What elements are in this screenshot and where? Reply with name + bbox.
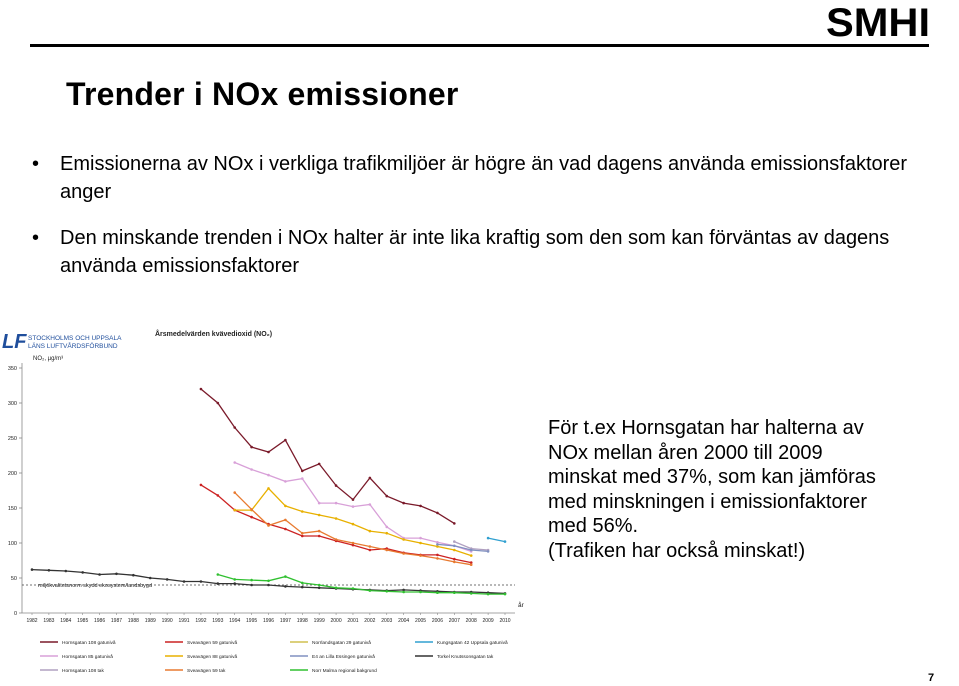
y-tick-label: 50 [10, 576, 17, 582]
bullet-item [32, 224, 932, 280]
data-point [217, 494, 220, 497]
chart-series [31, 388, 507, 596]
data-point [335, 517, 338, 520]
data-point [453, 561, 456, 564]
legend-label: Hornsgatan 108 tak [62, 669, 104, 674]
x-tick-label: 1994 [229, 618, 241, 624]
data-point [284, 519, 287, 522]
x-tick-label: 2003 [381, 618, 393, 624]
data-point [233, 491, 236, 494]
data-point [369, 503, 372, 506]
threshold-label: miljökvalitetsnorm skydd ekosystem/landsbygd [38, 583, 153, 589]
y-tick-label: 0 [13, 611, 17, 617]
data-point [183, 580, 186, 583]
data-point [301, 532, 304, 535]
data-point [369, 549, 372, 552]
data-point [98, 573, 101, 576]
data-point [250, 508, 253, 511]
x-tick-label: 2000 [330, 618, 342, 624]
series-line [488, 538, 505, 542]
data-point [470, 563, 473, 566]
data-point [132, 574, 135, 577]
data-point [318, 463, 321, 466]
data-point [284, 575, 287, 578]
data-point [284, 439, 287, 442]
x-tick-label: 1987 [110, 618, 123, 624]
data-point [301, 535, 304, 538]
header-rule [30, 44, 929, 47]
x-tick-label: 1991 [178, 618, 190, 624]
data-point [233, 461, 236, 464]
legend-label: Norrlandsgatan 29 gatunivå [312, 641, 371, 646]
data-point [487, 593, 490, 596]
data-point [335, 484, 338, 487]
data-point [250, 584, 253, 587]
note-line: För t.ex Hornsgatan har halterna av [548, 417, 864, 439]
note-line: minskat med 37%, som kan jämföras [548, 466, 876, 488]
y-tick-label: 300 [7, 401, 17, 407]
data-point [487, 550, 490, 553]
data-point [166, 578, 169, 581]
data-point [318, 584, 321, 587]
x-tick-label: 1998 [296, 618, 308, 624]
legend-label: Kungsgatan 42 Uppsala gatunivå [437, 641, 508, 646]
data-point [233, 582, 236, 585]
lvf-logo-mark: LF [2, 331, 27, 353]
org-name-line2: LÄNS LUFTVÅRDSFÖRBUND [28, 343, 118, 350]
data-point [267, 451, 270, 454]
data-point [402, 502, 405, 505]
x-tick-label: 1988 [127, 618, 139, 624]
bullet-text: Emissionerna av NOx i verkliga trafikmiljöer är högre än vad dagens använda emissionsfaktorer anger [60, 153, 908, 203]
data-point [250, 579, 253, 582]
x-tick-label: 1995 [246, 618, 258, 624]
legend-label: E4 an Lilla Essingen gatunivå [312, 655, 375, 660]
x-tick-label: 2001 [347, 618, 359, 624]
data-point [385, 590, 388, 593]
data-point [267, 524, 270, 527]
data-point [284, 585, 287, 588]
x-tick-label: 1996 [262, 618, 275, 624]
data-point [318, 587, 321, 590]
data-point [301, 470, 304, 473]
data-point [250, 516, 253, 519]
data-point [419, 542, 422, 545]
x-tick-label: 2006 [431, 618, 443, 624]
data-point [267, 487, 270, 490]
y-tick-label: 100 [7, 541, 17, 547]
bullet-list [32, 150, 932, 298]
data-point [200, 388, 203, 391]
legend-label: Sveavägen 88 gatunivå [187, 655, 238, 660]
data-point [385, 495, 388, 498]
data-point [369, 477, 372, 480]
data-point [504, 540, 507, 543]
y-tick-label: 350 [7, 366, 17, 372]
y-tick-label: 200 [7, 471, 17, 477]
data-point [217, 402, 220, 405]
data-point [200, 580, 203, 583]
data-point [233, 509, 236, 512]
data-point [419, 591, 422, 594]
x-tick-label: 2005 [414, 618, 427, 624]
data-point [217, 582, 220, 585]
data-point [504, 593, 507, 596]
legend-label: Sveavägen 59 tak [187, 669, 226, 674]
org-name-line1: STOCKHOLMS OCH UPPSALA [28, 335, 122, 342]
x-tick-label: 1989 [144, 618, 156, 624]
data-point [402, 538, 405, 541]
data-point [81, 571, 84, 574]
data-point [470, 549, 473, 552]
data-point [369, 530, 372, 533]
note-text [548, 416, 958, 563]
x-tick-label: 2010 [499, 618, 511, 624]
data-point [402, 552, 405, 555]
data-point [369, 589, 372, 592]
chart-legend [40, 639, 508, 674]
x-tick-label: 1984 [60, 618, 72, 624]
x-tick-label: 2007 [448, 618, 460, 624]
data-point [31, 568, 34, 571]
data-point [267, 474, 270, 477]
data-point [453, 549, 456, 552]
x-tick-label: 2008 [465, 618, 477, 624]
series-line [218, 575, 505, 595]
page-number: 7 [928, 672, 935, 684]
data-point [385, 532, 388, 535]
data-point [250, 468, 253, 471]
chart-title: Årsmedelvärden kvävedioxid (NO₂) [155, 331, 273, 338]
smhi-logo-text: SMHI [826, 2, 930, 42]
data-point [352, 587, 355, 590]
x-tick-label: 1993 [212, 618, 224, 624]
series-line [235, 493, 472, 565]
legend-label: Norr Malma regional bakgrund [312, 669, 377, 674]
data-point [301, 477, 304, 480]
data-point [318, 514, 321, 517]
data-point [267, 580, 270, 583]
data-point [301, 586, 304, 589]
note-line: med minskningen i emissionfaktorer [548, 490, 868, 513]
legend-label: Torkel Knutssonsgatan tak [437, 655, 494, 660]
data-point [352, 498, 355, 501]
data-point [487, 537, 490, 540]
lvf-logo [2, 331, 122, 353]
data-point [48, 569, 51, 572]
data-point [419, 554, 422, 557]
data-point [115, 573, 118, 576]
data-point [217, 573, 220, 576]
data-point [318, 530, 321, 533]
legend-label: Hornsgatan 85 gatunivå [62, 655, 113, 660]
data-point [318, 502, 321, 505]
data-point [352, 523, 355, 526]
y-tick-label: 150 [7, 506, 17, 512]
data-point [419, 537, 422, 540]
data-point [419, 505, 422, 508]
data-point [385, 549, 388, 552]
data-point [436, 557, 439, 560]
x-axis-label: år [518, 602, 524, 609]
nox-chart-figure [0, 323, 540, 678]
x-tick-label: 1986 [94, 618, 106, 624]
data-point [436, 512, 439, 515]
data-point [64, 570, 67, 573]
data-point [453, 545, 456, 548]
x-tick-label: 1983 [43, 618, 55, 624]
data-point [284, 528, 287, 531]
x-tick-label: 1992 [195, 618, 207, 624]
bullet-dot-icon: • [32, 153, 40, 175]
data-point [453, 558, 456, 561]
data-point [335, 538, 338, 541]
series-line [201, 485, 471, 563]
note-line: NOx mellan åren 2000 till 2009 [548, 441, 823, 464]
nox-line-chart [0, 323, 540, 678]
data-point [352, 542, 355, 545]
bullet-text: Den minskande trenden i NOx halter är inte lika kraftig som den som kan förväntas av dagens använda emissionsfaktorer [60, 227, 890, 277]
data-point [318, 535, 321, 538]
data-point [301, 582, 304, 585]
data-point [267, 584, 270, 587]
page-title: Trender i NOx emissioner [66, 76, 459, 112]
x-tick-label: 1985 [77, 618, 89, 624]
x-tick-label: 1997 [279, 618, 291, 624]
x-tick-label: 1990 [161, 618, 173, 624]
data-point [402, 591, 405, 594]
x-tick-label: 2002 [364, 618, 376, 624]
data-point [352, 505, 355, 508]
data-point [284, 505, 287, 508]
y-tick-label: 250 [7, 436, 17, 442]
data-point [284, 480, 287, 483]
data-point [233, 426, 236, 429]
data-point [301, 510, 304, 513]
data-point [385, 526, 388, 529]
data-point [453, 522, 456, 525]
bullet-dot-icon: • [32, 227, 40, 249]
note-line: med 56%. [548, 515, 639, 537]
x-tick-label: 1999 [313, 618, 325, 624]
data-point [470, 554, 473, 557]
x-tick-label: 2004 [398, 618, 410, 624]
smhi-logo [826, 2, 930, 42]
data-point [453, 540, 456, 543]
x-tick-label: 1982 [26, 618, 38, 624]
data-point [369, 545, 372, 548]
legend-label: Hornsgatan 108 gatunivå [62, 641, 116, 646]
data-point [250, 446, 253, 449]
data-point [149, 577, 152, 580]
legend-label: Sveavägen 59 gatunivå [187, 641, 238, 646]
data-point [335, 587, 338, 590]
x-tick-label: 2009 [482, 618, 494, 624]
data-point [436, 591, 439, 594]
data-point [335, 502, 338, 505]
bullet-item [32, 150, 932, 206]
note-line: (Trafiken har också minskat!) [548, 539, 806, 562]
data-point [233, 578, 236, 581]
data-point [436, 554, 439, 557]
data-point [470, 592, 473, 595]
data-point [453, 591, 456, 594]
data-point [436, 543, 439, 546]
data-point [200, 484, 203, 487]
y-axis-label: NO₂, µg/m³ [33, 356, 64, 362]
